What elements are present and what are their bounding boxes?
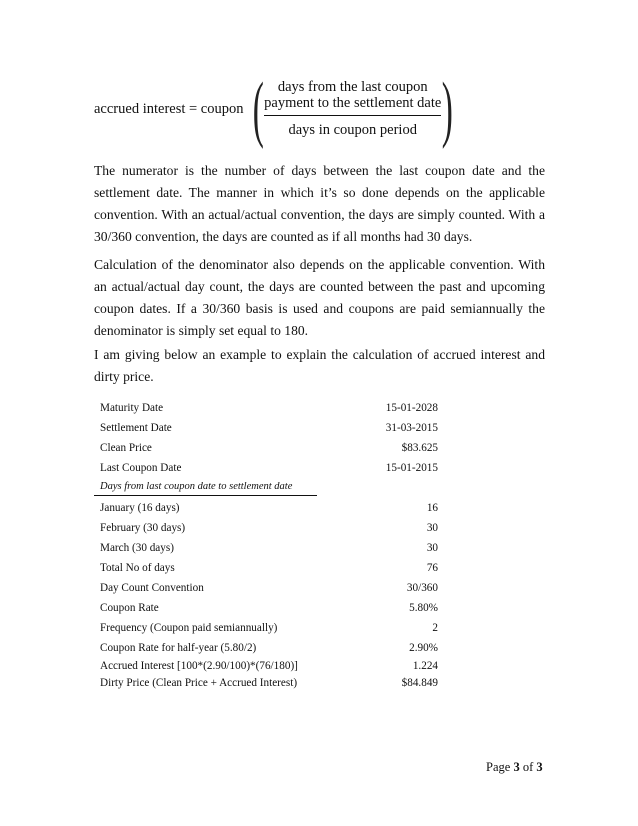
row-value: 2 <box>432 622 438 634</box>
of-word: of <box>522 760 534 774</box>
row-value: $83.625 <box>401 442 438 454</box>
table-row <box>94 438 444 458</box>
table-row <box>94 658 444 674</box>
table-subheading <box>94 478 317 496</box>
row-value: 16 <box>426 502 438 514</box>
row-value: 1.224 <box>412 660 438 672</box>
table-row <box>94 418 444 438</box>
row-value: 2.90% <box>409 642 438 654</box>
table-row <box>94 498 444 518</box>
row-label: Coupon Rate <box>100 602 159 614</box>
numerator-line-1: days from the last coupon <box>277 79 428 95</box>
row-value: 15-01-2028 <box>385 402 438 414</box>
left-parenthesis: ( <box>252 68 264 150</box>
row-value: 76 <box>426 562 438 574</box>
table-row <box>94 598 444 618</box>
table-row <box>94 538 444 558</box>
paragraph-example-intro: I am giving below an example to explain the calculation of accrued interest and dirty price. <box>94 347 545 384</box>
paragraph-numerator: The numerator is the number of days between the last coupon date and the settlement date. The manner in which it’s so done depends on the applicable convention. With an actual/actual convention, the days are simply counted. With a 30/360 convention, the days are counted as if all months had 30 days. <box>94 163 545 244</box>
table-row <box>94 398 444 418</box>
row-label: Day Count Convention <box>100 582 204 594</box>
row-value: 30/360 <box>406 582 438 594</box>
table-row <box>94 458 444 478</box>
table-row <box>94 674 444 692</box>
formula-numerator <box>264 79 441 116</box>
subheading-text: Days from last coupon date to settlement date <box>100 481 293 492</box>
page-word: Page <box>486 760 511 774</box>
right-parenthesis: ) <box>442 68 454 150</box>
row-label: March (30 days) <box>100 542 174 554</box>
example-table <box>94 398 444 692</box>
row-label: January (16 days) <box>100 502 180 514</box>
row-value: 30 <box>426 542 438 554</box>
row-value: 31-03-2015 <box>385 422 438 434</box>
row-value: 30 <box>426 522 438 534</box>
row-label: Maturity Date <box>100 402 164 414</box>
row-label: Frequency (Coupon paid semiannually) <box>100 622 278 634</box>
paragraph-denominator: Calculation of the denominator also depends on the applicable convention. With an actual/actual day count, the days are counted between the past and upcoming coupon dates. If a 30/360 basis is used and coupons are paid semiannually the denominator is simply set equal to 180. <box>94 257 545 338</box>
row-value: $84.849 <box>401 677 438 689</box>
numerator-line-2: payment to the settlement date <box>264 95 442 111</box>
row-value: 15-01-2015 <box>385 462 438 474</box>
row-label: February (30 days) <box>100 522 186 534</box>
table-row <box>94 518 444 538</box>
page-total: 3 <box>536 760 543 774</box>
row-label: Total No of days <box>100 562 175 574</box>
page-number-footer <box>486 760 543 775</box>
row-label: Clean Price <box>100 442 152 454</box>
row-label: Settlement Date <box>100 422 172 434</box>
row-label: Dirty Price (Clean Price + Accrued Interest) <box>100 677 298 689</box>
row-label: Last Coupon Date <box>100 462 182 474</box>
formula-denominator: days in coupon period <box>288 122 417 138</box>
table-row <box>94 578 444 598</box>
table-row <box>94 618 444 638</box>
row-label: Coupon Rate for half-year (5.80/2) <box>100 642 257 654</box>
row-label: Accrued Interest [100*(2.90/100)*(76/180)] <box>100 660 298 672</box>
table-row <box>94 558 444 578</box>
page-current: 3 <box>513 760 520 774</box>
formula-lhs: accrued interest = coupon <box>94 100 244 117</box>
accrued-interest-formula <box>94 68 460 150</box>
row-value: 5.80% <box>409 602 438 614</box>
formula-fraction <box>264 79 441 139</box>
table-row <box>94 638 444 658</box>
